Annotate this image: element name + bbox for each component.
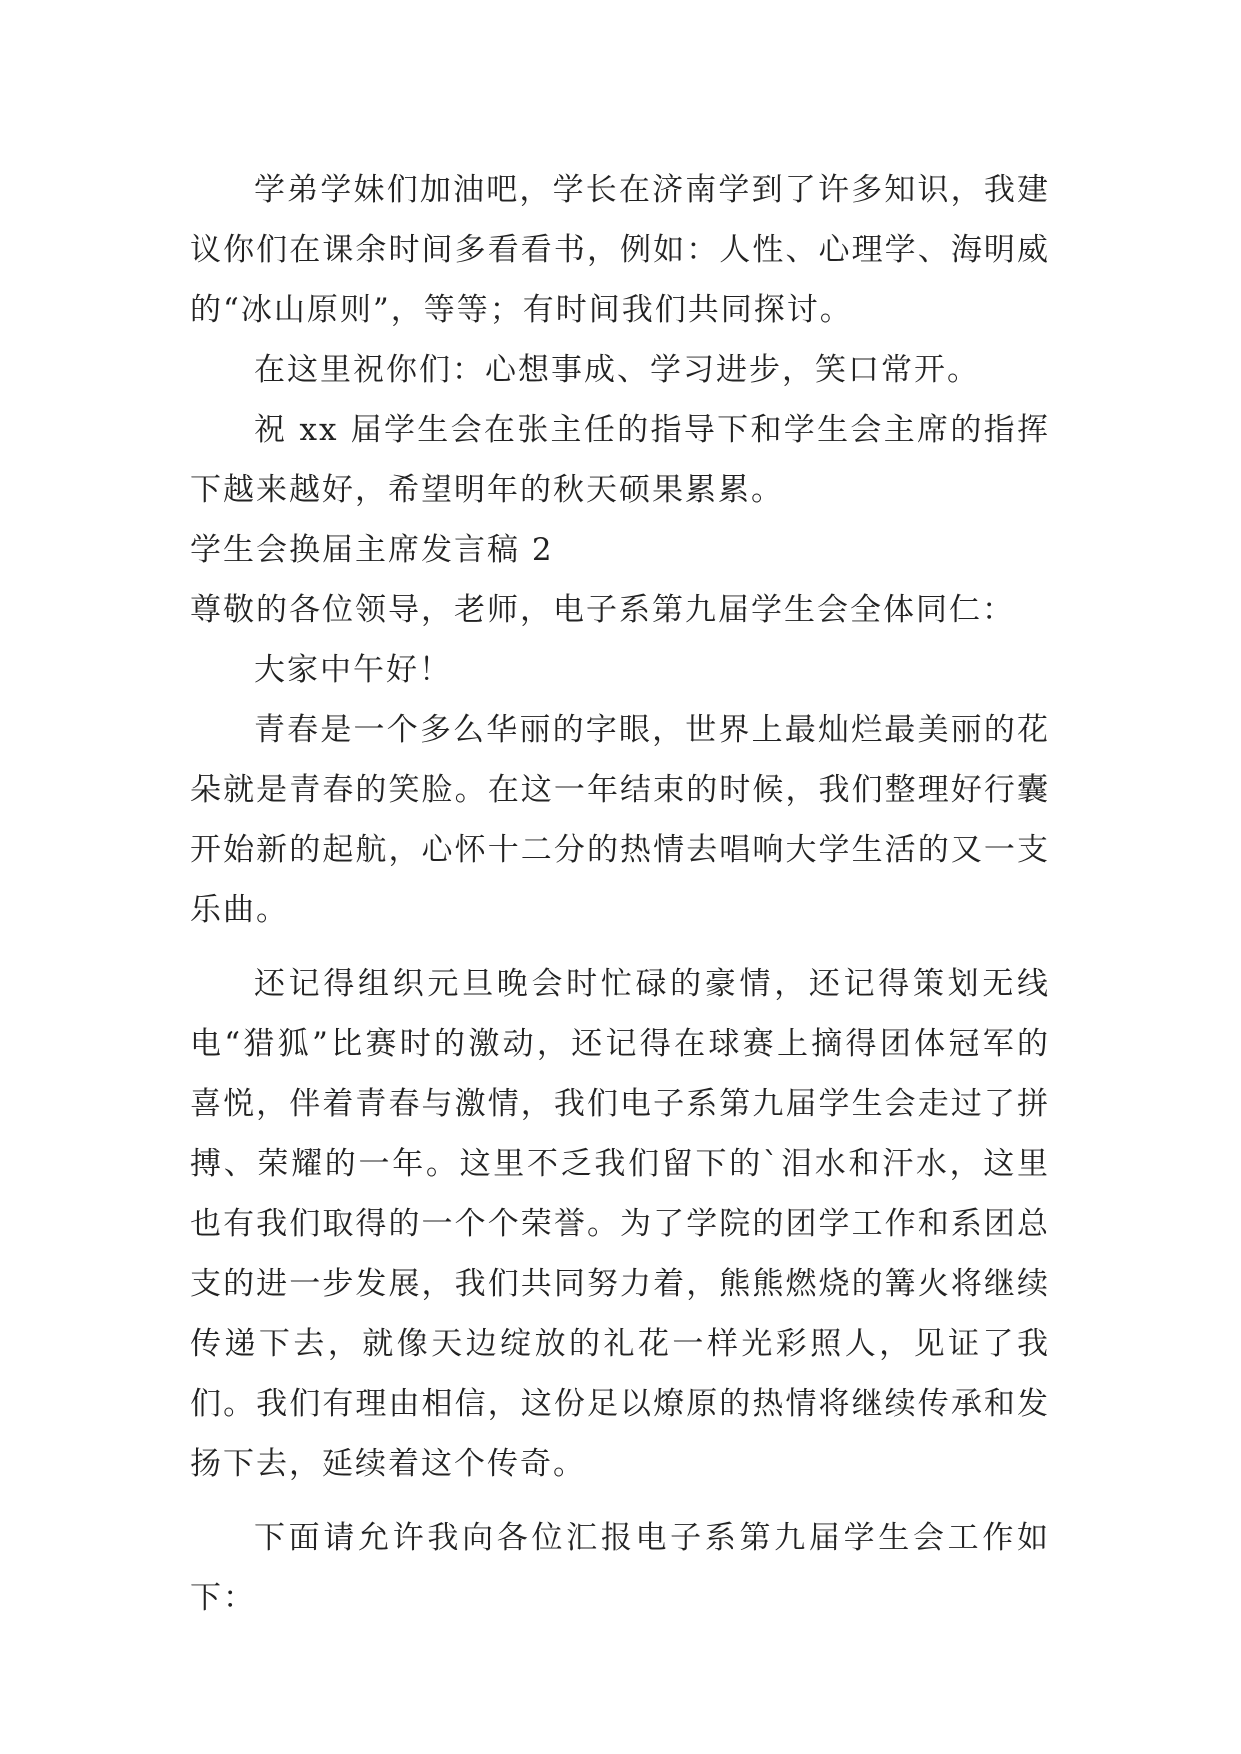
- paragraph-wishes: 在这里祝你们：心想事成、学习进步，笑口常开。: [254, 352, 980, 388]
- paragraph-report-intro: 下面请允许我向各位汇报电子系第九届学生会工作如下：: [190, 1520, 1050, 1616]
- paragraph-memories: 还记得组织元旦晚会时忙碌的豪情，还记得策划无线电“猎狐”比赛时的激动，还记得在球赛上摘得团体冠军的喜悦，伴着青春与激情，我们电子系第九届学生会走过了拼搏、荣耀的一年。这里不乏我们留下的`泪水和汗水，这里也有我们取得的一个个荣誉。为了学院的团学工作和系团总支的进一步发展，我们共同努力着，熊熊燃烧的篝火将继续传递下去，就像天边绽放的礼花一样光彩照人，见证了我们。我们有理由相信，这份足以燎原的热情将继续传承和发扬下去，延续着这个传奇。: [190, 966, 1050, 1482]
- paragraph-youth: 青春是一个多么华丽的字眼，世界上最灿烂最美丽的花朵就是青春的笑脸。在这一年结束的时候，我们整理好行囊开始新的起航，心怀十二分的热情去唱响大学生活的又一支乐曲。: [190, 712, 1050, 928]
- document-body: [190, 160, 1050, 1628]
- salutation: 尊敬的各位领导，老师，电子系第九届学生会全体同仁：: [190, 592, 1015, 628]
- paragraph-blessing: 祝 xx 届学生会在张主任的指导下和学生会主席的指挥下越来越好，希望明年的秋天硕果累累。: [190, 412, 1050, 508]
- section-title: 学生会换届主席发言稿 2: [190, 532, 554, 568]
- paragraph-advice: 学弟学妹们加油吧，学长在济南学到了许多知识，我建议你们在课余时间多看看书，例如：人性、心理学、海明威的“冰山原则”，等等；有时间我们共同探讨。: [190, 172, 1050, 328]
- greeting: 大家中午好！: [254, 652, 452, 688]
